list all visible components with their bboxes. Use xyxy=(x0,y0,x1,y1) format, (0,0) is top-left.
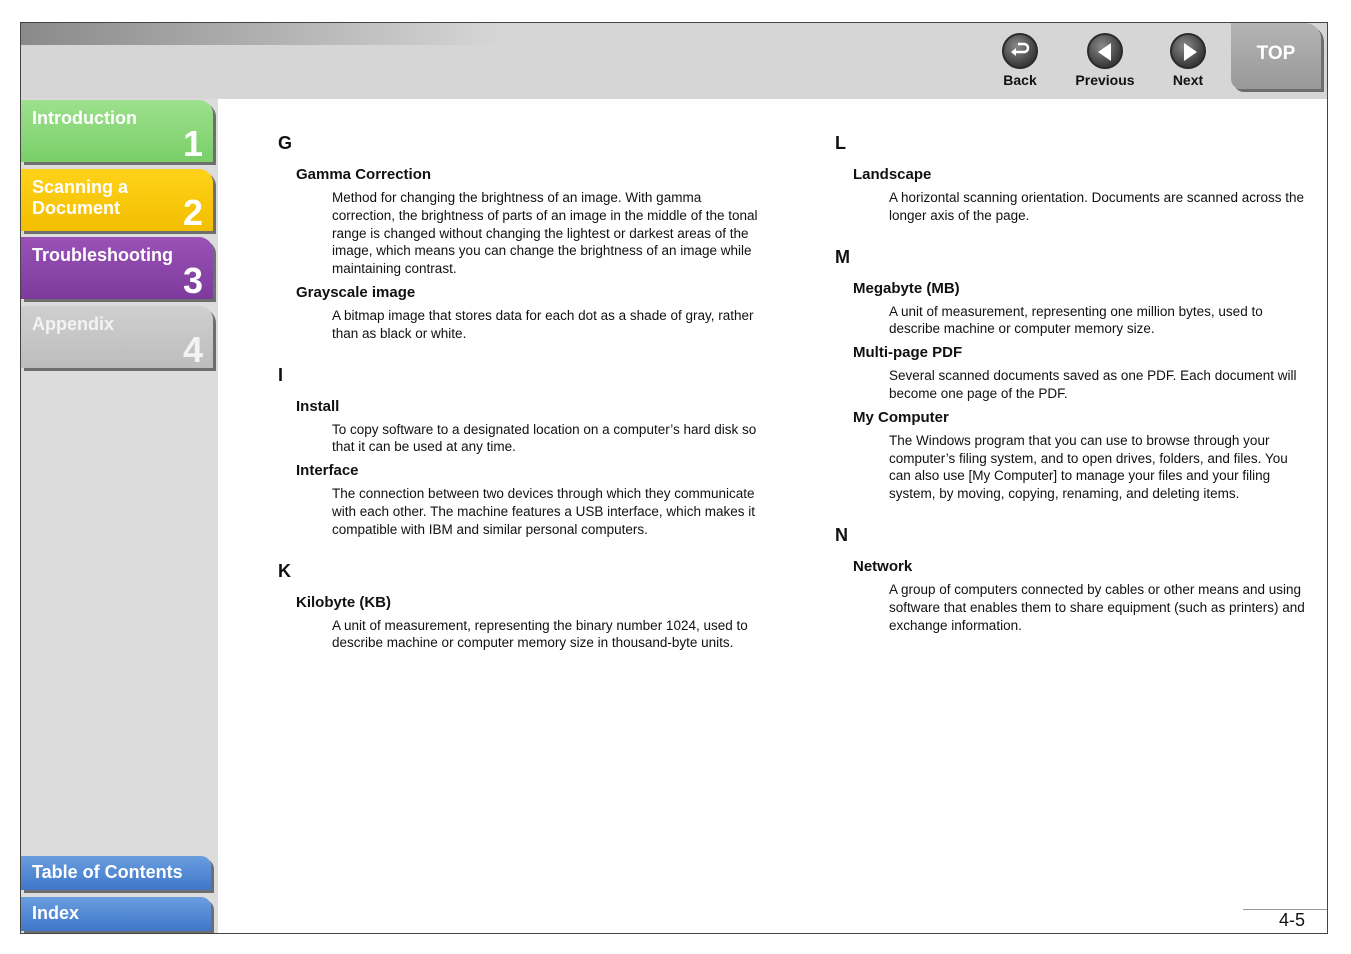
tab-appendix[interactable] xyxy=(21,306,213,368)
tab-label: Scanning a Document xyxy=(32,177,129,218)
back-icon xyxy=(1002,33,1038,69)
section-letter: N xyxy=(835,524,848,545)
table-of-contents-button[interactable] xyxy=(21,856,211,890)
tab-number: 2 xyxy=(182,192,203,233)
term: Install xyxy=(296,397,340,415)
term: Multi-page PDF xyxy=(853,344,963,362)
definition: Method for changing the brightness of an image. With gamma correction, the brightness of parts of an image in the middle of the tonal range is changed without changing the lightest or darkest areas of the image, which means you can change the brightness of an image while maintaining contrast. xyxy=(332,190,758,277)
top-bar-stripe xyxy=(21,23,501,45)
term: Megabyte (MB) xyxy=(853,279,960,297)
section-letter: L xyxy=(835,133,846,153)
tab-number: 4 xyxy=(182,329,203,370)
term: Network xyxy=(853,557,913,575)
section-letter: G xyxy=(278,133,293,153)
top-button[interactable] xyxy=(1231,23,1321,89)
previous-label: Previous xyxy=(1075,72,1135,88)
index-button[interactable] xyxy=(21,897,211,931)
previous-button[interactable] xyxy=(1075,33,1135,88)
definition: A bitmap image that stores data for each dot as a shade of gray, rather than as black or white. xyxy=(332,307,754,341)
term: Landscape xyxy=(853,166,932,183)
term: Interface xyxy=(296,462,359,480)
glossary-column-right xyxy=(835,133,1305,640)
term: My Computer xyxy=(853,408,949,426)
glossary-column-left xyxy=(278,133,758,658)
definition: A unit of measurement, representing one million bytes, used to describe machine or computer memory size. xyxy=(889,303,1263,337)
term: Gamma Correction xyxy=(296,166,432,183)
toc-label: Table of Contents xyxy=(32,862,183,882)
definition: A group of computers connected by cables or other means and using software that enables them to share equipment (such as printers) and exchange information. xyxy=(889,581,1305,633)
tab-scanning-a-document[interactable] xyxy=(21,169,213,231)
definition: To copy software to a designated location on a computer’s hard disk so that it can be used at any time. xyxy=(332,421,757,455)
tab-introduction[interactable] xyxy=(21,100,213,162)
back-label: Back xyxy=(1003,72,1037,88)
definition: Several scanned documents saved as one PDF. Each document will become one page of the PDF. xyxy=(889,368,1297,401)
tab-troubleshooting[interactable] xyxy=(21,237,213,299)
next-label: Next xyxy=(1172,72,1204,88)
section-letter: K xyxy=(278,560,291,581)
tab-number: 3 xyxy=(182,260,203,301)
definition: A unit of measurement, representing the binary number 1024, used to describe machine or computer memory size in thousand-byte units. xyxy=(332,617,748,651)
top-bar xyxy=(21,23,1327,99)
previous-icon xyxy=(1087,33,1123,69)
section-letter: M xyxy=(835,246,850,267)
definition: A horizontal scanning orientation. Documents are scanned across the longer axis of the page. xyxy=(889,190,1304,223)
tab-label: Introduction xyxy=(32,108,137,128)
term: Kilobyte (KB) xyxy=(296,593,391,611)
definition: The Windows program that you can use to browse through your computer’s filing system, and to open drives, folders, and files. You can also use [My Computer] to manage your files and your filing system, by moving, copying, renaming, and deleting items. xyxy=(889,432,1288,502)
tab-label: Troubleshooting xyxy=(32,245,173,265)
section-letter: I xyxy=(278,364,284,385)
page-number: 4-5 xyxy=(1278,910,1305,930)
tab-label: Appendix xyxy=(32,314,115,334)
top-label: TOP xyxy=(1256,43,1296,64)
next-icon xyxy=(1170,33,1206,69)
page-frame xyxy=(20,22,1328,934)
term: Grayscale image xyxy=(296,283,416,301)
definition: The connection between two devices through which they communicate with each other. The machine features a USB interface, which makes it compatible with IBM and similar personal computers. xyxy=(332,486,755,537)
next-button[interactable] xyxy=(1158,33,1218,88)
back-button[interactable] xyxy=(990,33,1050,88)
index-label: Index xyxy=(32,903,80,923)
tab-number: 1 xyxy=(182,123,203,164)
